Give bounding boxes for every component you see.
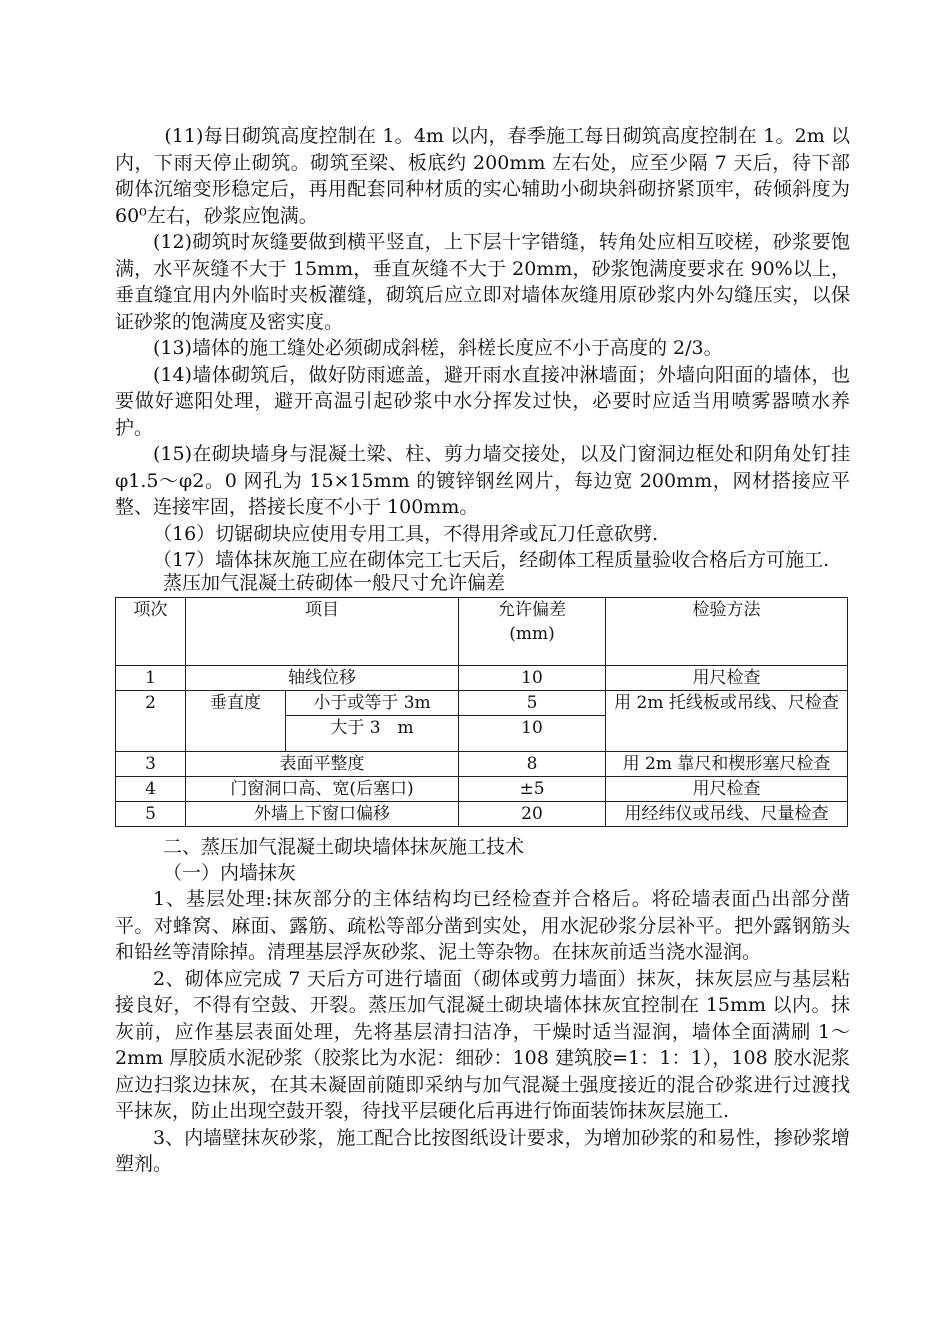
row-item: 垂直度 xyxy=(186,691,286,752)
paragraph-item-3: 3、内墙壁抹灰砂浆，施工配合比按图纸设计要求，为增加砂浆的和易性，掺砂浆增塑剂。 xyxy=(115,1126,850,1175)
row-subitem: 小于或等于 3m xyxy=(286,691,459,716)
clauses-top xyxy=(115,123,857,574)
row-item: 外墙上下窗口偏移 xyxy=(186,802,459,827)
section-two xyxy=(115,834,850,1178)
table-row xyxy=(116,691,848,716)
subsection-title: （一）内墙抹灰 xyxy=(163,862,297,884)
header-tolerance: 允许偏差 (mm) xyxy=(459,598,606,666)
row-item: 门窗洞口高、宽(后塞口) xyxy=(186,777,459,802)
row-tolerance: ±5 xyxy=(459,777,606,802)
row-tolerance: 5 xyxy=(459,691,606,716)
row-no: 2 xyxy=(116,691,186,752)
row-no: 3 xyxy=(116,752,186,777)
table-row xyxy=(116,777,848,802)
paragraph-item-1: 1、基层处理:抹灰部分的主体结构均已经检查并合格后。将砼墙表面凸出部分凿平。对蜂窝、麻面、露筋、疏松等部分凿到实处，用水泥砂浆分层补平。把外露钢筋头和铅丝等清除掉。清理基层浮灰砂浆、泥土等杂物。在抹灰前适当浇水湿润。 xyxy=(115,888,850,963)
header-method: 检验方法 xyxy=(606,598,848,666)
header-no: 项次 xyxy=(116,598,186,666)
paragraph-clause-12: (12)砌筑时灰缝要做到横平竖直，上下层十字错缝，转角处应相互咬槎，砂浆要饱满，水平灰缝不大于 15mm，垂直灰缝不大于 20mm，砂浆饱满度要求在 90%以上，垂直缝宜用内外临时夹板灌缝，砌筑后应立即对墙体灰缝用原砂浆内外勾缝压实，以保证砂浆的饱满度及密实度。 xyxy=(115,231,850,333)
row-method: 用 2m 托线板或吊线、尺检查 xyxy=(606,691,848,752)
table-row xyxy=(116,666,848,691)
table-caption: 蒸压加气混凝土砖砌体一般尺寸允许偏差 xyxy=(163,572,506,594)
row-item: 表面平整度 xyxy=(186,752,459,777)
row-tolerance: 10 xyxy=(459,716,606,752)
row-item: 轴线位移 xyxy=(186,666,459,691)
row-tolerance: 10 xyxy=(459,666,606,691)
row-method: 用经纬仪或吊线、尺量检查 xyxy=(606,802,848,827)
table-header-row xyxy=(116,598,848,666)
row-no: 5 xyxy=(116,802,186,827)
paragraph-clause-16: （16）切锯砌块应使用专用工具，不得用斧或瓦刀任意砍劈. xyxy=(153,522,659,545)
row-subitem: 大于 3 m xyxy=(286,716,459,752)
paragraph-clause-17: （17）墙体抹灰施工应在砌体完工七天后，经砌体工程质量验收合格后方可施工. xyxy=(153,549,830,571)
table-row xyxy=(116,802,848,827)
section-title: 二、蒸压加气混凝土砌块墙体抹灰施工技术 xyxy=(163,836,525,858)
table-row xyxy=(116,752,848,777)
paragraph-clause-11: (11)每日砌筑高度控制在 1。4m 以内，春季施工每日砌筑高度控制在 1。2m 以内，下雨天停止砌筑。砌筑至梁、板底约 200mm 左右处，应至少隔 7 天后，待下部砌体沉缩变形稳定后，再用配套同种材质的实心辅助小砌块斜砌挤紧顶牢，砖倾斜度为 60⁰左右，砂浆应饱满。 xyxy=(115,125,857,227)
row-tolerance: 8 xyxy=(459,752,606,777)
tolerance-table xyxy=(115,597,848,827)
paragraph-clause-14: (14)墙体砌筑后，做好防雨遮盖，避开雨水直接冲淋墙面；外墙向阳面的墙体，也要做好遮阳处理，避开高温引起砂浆中水分挥发过快，必要时应适当用喷雾器喷水养护。 xyxy=(115,363,850,439)
paragraph-item-2: 2、砌体应完成 7 天后方可进行墙面（砌体或剪力墙面）抹灰，抹灰层应与基层粘接良好，不得有空鼓、开裂。蒸压加气混凝土砌块墙体抹灰宜控制在 15mm 以内。抹灰前，应作基层表面处理，先将基层清扫洁净，干燥时适当湿润，墙体全面满刷 1～2mm 厚胶质水泥砂浆（胶浆比为水泥：细砂：108 建筑胶=1：1：1），108 胶水泥浆应边扫浆边抹灰，在其未凝固前随即采纳与加气混凝土强度接近的混合砂浆进行过渡找平抹灰，防止出现空鼓开裂，待找平层硬化后再进行饰面装饰抹灰层施工. xyxy=(115,967,850,1122)
row-method: 用尺检查 xyxy=(606,777,848,802)
row-no: 1 xyxy=(116,666,186,691)
row-tolerance: 20 xyxy=(459,802,606,827)
row-no: 4 xyxy=(116,777,186,802)
row-method: 用 2m 靠尺和楔形塞尺检查 xyxy=(606,752,848,777)
header-item: 项目 xyxy=(186,598,459,666)
paragraph-clause-13: (13)墙体的施工缝处必须砌成斜槎，斜槎长度应不小于高度的 2/3。 xyxy=(153,337,723,359)
paragraph-clause-15: (15)在砌块墙身与混凝土梁、柱、剪力墙交接处，以及门窗洞边框处和阴角处钉挂 φ1.5～φ2。0 网孔为 15×15mm 的镀锌钢丝网片，每边宽 200mm，网材搭接应平整、连接牢固，搭接长度不小于 100mm。 xyxy=(115,443,857,518)
row-method: 用尺检查 xyxy=(606,666,848,691)
